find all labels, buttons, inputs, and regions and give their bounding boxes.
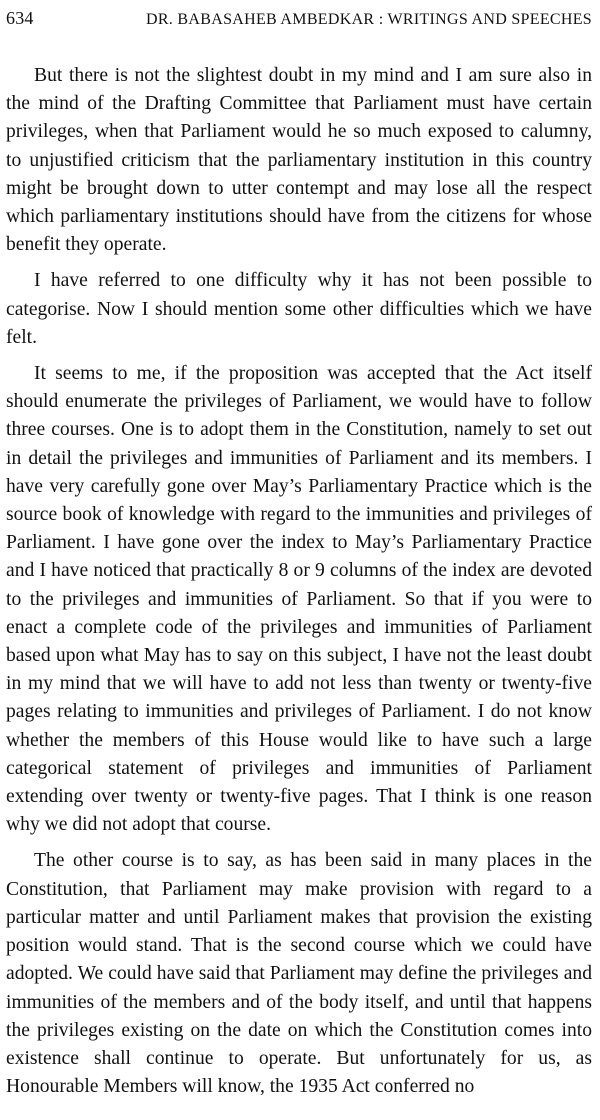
paragraph-1: But there is not the slightest doubt in my mind and I am sure also in the mind of the Drafting Committee that Parliament must have certain privileges, when that Parliament would he so much exposed to calumny, to unjustified criticism that the parliamentary institution in this country might be brought down to utter contempt and may lose all the respect which parliamentary institutions should have from the citizens for whose benefit they operate. [6,65,592,256]
body-text [6,62,592,1109]
page-number: 634 [6,8,34,28]
paragraph-4: The other course is to say, as has been said in many places in the Constitution, that Parliament may make provision with regard to a particular matter and until Parliament makes that provision the existing position would stand. That is the second course which we could have adopted. We could have said that Parliament may define the privileges and immunities of the members and of the body itself, and until that happens the privileges existing on the date on which the Constitution comes into existence shall continue to operate. But unfortunately for us, as Honourable Members will know, the 1935 Act conferred no [6,850,592,1098]
paragraph-3: It seems to me, if the proposition was accepted that the Act itself should enumerate the privileges of Parliament, we would have to follow three courses. One is to adopt them in the Constitution, namely to set out in detail the privileges and immunities of Parliament and its members. I have very carefully gone over May’s Parliamentary Practice which is the source book of knowledge with regard to the immunities and privileges of Parliament. I have gone over the index to May’s Parliamentary Practice and I have noticed that practically 8 or 9 columns of the index are devoted to the privileges and immunities of Parliament. So that if you were to enact a complete code of the privileges and immunities of Parliament based upon what May has to say on this subject, I have not the least doubt in my mind that we will have to add not less than twenty or twenty-five pages relating to immunities and privileges of Parliament. I do not know whether the members of this House would like to have such a large categorical statement of privileges and immunities of Parliament extending over twenty or twenty-five pages. That I think is one reason why we did not adopt that course. [6,363,592,836]
running-head: DR. BABASAHEB AMBEDKAR : WRITINGS AND SPEECHES [145,11,592,28]
page-header [6,8,592,38]
paragraph-2: I have referred to one difficulty why it has not been possible to categorise. Now I should mention some other difficulties which we have felt. [6,270,592,348]
